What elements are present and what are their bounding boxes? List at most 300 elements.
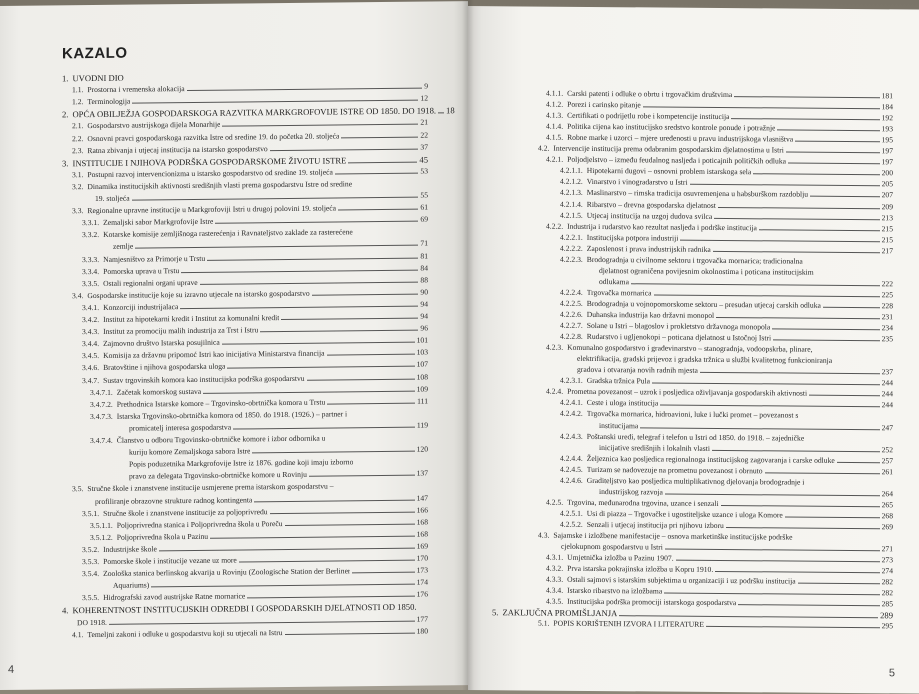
toc-leader-dots (254, 499, 414, 502)
toc-entry-title: Pomorske škole i institucije vezane uz more (103, 555, 237, 566)
toc-entry-number: 4.3.1. (546, 552, 564, 562)
toc-leader-dots (159, 548, 415, 552)
toc-entry-number: 4.2.3.1. (560, 376, 583, 386)
toc-entry-number: 3.4. (72, 290, 84, 301)
toc-entry-title: kuriju komore Zemaljskoga sabora Istre (129, 446, 251, 457)
toc-entry (0, 456, 468, 470)
toc-leader-dots (187, 88, 423, 91)
toc-entry-number: 3.4.6. (82, 363, 100, 373)
toc-entry-title: 19. stoljeća (95, 193, 130, 204)
toc-entry-number: 3.4.2. (82, 314, 100, 325)
toc-entry-title: Turizam se nadovezuje na prometnu povezanost i obrnuto (586, 464, 763, 476)
toc-leader-dots (281, 318, 418, 320)
toc-leader-dots (654, 294, 880, 297)
toc-entry-page: 96 (420, 323, 428, 333)
toc-entry-page: 107 (416, 359, 428, 370)
toc-left-list (0, 63, 468, 639)
toc-entry-page: 282 (881, 588, 893, 598)
toc-entry-title: Poljoprivredna škola u Pazinu (116, 531, 209, 542)
toc-leader-dots (788, 163, 880, 165)
toc-entry-title: Poljoprivredna stanica i Poljoprivredna škola u Poreču (116, 518, 283, 530)
toc-leader-dots (327, 354, 415, 356)
toc-leader-dots (713, 251, 880, 253)
toc-entry-title: odlukama (599, 276, 629, 287)
toc-entry-number: 3.4.5. (82, 351, 100, 361)
toc-entry-number: 4.1.4. (546, 121, 564, 131)
toc-entry-page: 269 (881, 522, 893, 532)
toc-leader-dots (203, 390, 414, 393)
toc-entry-title: Usi di piazza – Trgovačke i ugostiteljske uzance i uloga Komore (586, 508, 783, 520)
toc-entry-title: zemlje (113, 241, 134, 252)
toc-entry-title: Zaposlenost i prava industrijskih radnika (586, 243, 711, 254)
toc-entry-number: 3.3.2. (82, 230, 100, 240)
toc-entry-page: 209 (881, 201, 893, 211)
toc-entry-page: 90 (420, 287, 428, 297)
toc-entry (0, 480, 468, 494)
toc-entry-title: Bratovštine i njihova gospodarska uloga (103, 362, 226, 373)
toc-entry-page: 274 (881, 566, 893, 576)
toc-entry (0, 529, 468, 543)
toc-entry-number: 4.2. (538, 143, 550, 153)
toc-entry-number: 4.2.1.4. (560, 199, 583, 209)
toc-entry-number: 4.2.5. (546, 497, 564, 507)
toc-leader-dots (631, 283, 880, 286)
toc-entry-page: 217 (881, 245, 893, 256)
toc-entry-page: 244 (881, 400, 893, 410)
toc-entry-title: Sustav trgovinskih komora kao institucijska podrška gospodarstvu (103, 373, 305, 385)
toc-entry (0, 359, 468, 373)
toc-leader-dots (335, 172, 419, 174)
toc-entry (0, 299, 468, 313)
toc-entry-number: 4.3.3. (546, 574, 564, 584)
toc-entry (0, 444, 468, 458)
toc-entry-number: 3.4.1. (82, 302, 100, 313)
toc-leader-dots (738, 604, 879, 606)
toc-entry-number: 4.3.5. (546, 596, 564, 607)
toc-leader-dots (718, 206, 880, 208)
toc-entry-page: 177 (416, 614, 428, 624)
toc-entry-number: 4.1.2. (546, 99, 564, 109)
toc-entry-title: Hipotekarni dugovi – osnovni problem istarskoga sela (586, 166, 752, 177)
toc-entry-title: Brodogradnja u vojnopomorskome sektoru – presudan utjecaj carskih odluka (586, 298, 821, 310)
toc-entry-title: Namjesništvo za Primorje u Trstu (103, 253, 206, 264)
toc-entry-title: Zajmovno društvo Istarska posujilnica (103, 337, 220, 349)
toc-leader-dots (795, 141, 879, 143)
toc-entry-number: 2.1. (72, 121, 84, 131)
right-page-number: 5 (888, 667, 895, 680)
toc-entry-number: 4.2.4.6. (560, 475, 583, 485)
toc-entry-number: 3.5. (72, 484, 84, 494)
toc-entry-number: 4.3.4. (546, 585, 564, 595)
toc-entry-title: ZAKLJUČNA PROMIŠLJANJA (502, 607, 618, 619)
toc-entry-title: Institucijska podrška promociji istarskoga gospodarstva (567, 597, 737, 608)
toc-entry-title: Solane u Istri – blagoslov i prokletstvo državnoga monopola (586, 320, 771, 332)
toc-entry-title: Pomorska uprava u Trstu (103, 265, 180, 276)
toc-leader-dots (270, 511, 415, 514)
toc-entry-page: 235 (881, 334, 893, 344)
toc-entry (0, 335, 468, 349)
toc-entry-title: Vinarstvo i vinogradarstvo u Istri (586, 177, 688, 188)
toc-entry-page: 55 (420, 190, 428, 200)
toc-entry-page: 228 (881, 301, 893, 311)
toc-entry-page: 273 (881, 555, 893, 565)
toc-entry-number: 4.2.1.3. (560, 188, 583, 198)
toc-entry-title: Poštanski uredi, telegraf i telefon u Istri od 1850. do 1918. – zajedničke (586, 431, 805, 443)
toc-entry-number: 4.2.4.1. (560, 398, 583, 408)
toc-leader-dots (798, 583, 880, 585)
toc-leader-dots (665, 493, 880, 496)
toc-entry-page: 195 (881, 135, 893, 145)
toc-entry-page: 237 (881, 367, 893, 377)
toc-entry-number: 3.1. (72, 169, 84, 180)
toc-entry-number: 1. (62, 73, 69, 84)
toc-entry-title: profiliranje obrazovne strukture radnog kontingenta (95, 494, 253, 506)
toc-entry-title: Osnovni pravci gospodarskoga razvitka Istre od sredine 19. do početka 20. stoljeća (87, 130, 340, 143)
toc-entry-title: Prethodnica Istarske komore – Trgovinsko-obrtnička komora u Trstu (116, 397, 326, 409)
toc-entry-number: 4.2.5.1. (560, 508, 583, 518)
left-page-number: 4 (8, 663, 15, 676)
toc-entry-title: Institut za hipotekarni kredit i Institut za komunalni kredit (103, 313, 280, 324)
toc-entry-title: Sajamske i izložbene manifestacije – osnova marketinške institucijske podrške (553, 530, 793, 542)
toc-entry-number: 4.1.1. (546, 88, 564, 98)
toc-leader-dots (312, 293, 419, 295)
toc-leader-dots (215, 221, 418, 224)
toc-entry-number: 3.3.3. (82, 254, 100, 264)
toc-entry (0, 347, 468, 361)
toc-entry-title: Politika cijena kao institucijsko sredstvo kontrole ponude i potražnje (567, 121, 776, 133)
toc-leader-dots (285, 523, 415, 525)
toc-entry-page: 205 (881, 179, 893, 189)
toc-entry-number: 3.2. (72, 182, 84, 192)
toc-leader-dots (307, 378, 415, 380)
toc-entry-title: Gospodarstvo austrijskoga dijela Monarhije (87, 120, 221, 131)
toc-leader-dots (726, 527, 880, 529)
toc-entry-title: Istarska Trgovinsko-obrtnička komora od 1850. do 1918. (1926.) – partner i (116, 409, 348, 421)
toc-entry-number: 3.5.4. (82, 569, 100, 579)
toc-entry-number: 3.5.5. (82, 593, 100, 603)
toc-entry-page: 289 (880, 610, 893, 621)
toc-entry-page: 207 (881, 190, 893, 200)
toc-entry-title: Kotarske komisije zemljišnoga rasterećenja i Ravnateljstvo zaklade za rasterećene (103, 227, 353, 240)
right-page (468, 6, 919, 694)
toc-leader-dots (810, 196, 880, 198)
toc-leader-dots (665, 549, 880, 552)
toc-entry-number: 4. (62, 605, 69, 616)
toc-entry-page: 257 (881, 455, 893, 465)
toc-entry (0, 468, 468, 482)
toc-entry-title: Industrija i rudarstvo kao rezultat nasljeđa i podrške institucija (567, 221, 757, 232)
toc-entry (0, 142, 468, 156)
toc-entry-number: 3.4.7.1. (90, 387, 113, 397)
toc-entry-title: Institut za promociju malih industrija za Trst i Istru (103, 325, 259, 337)
toc-entry-title: Zemaljski sabor Markgrofovije Istre (103, 216, 214, 228)
toc-entry-title: UVODNI DIO (72, 72, 124, 84)
toc-entry-page: 268 (881, 511, 893, 521)
toc-entry-title: Temeljni zakoni i odluke u gospodarstvu koji su utjecali na Istru (87, 627, 283, 639)
toc-entry-title: INSTITUCIJE I NJIHOVA PODRŠKA GOSPODARSKOME ŽIVOTU ISTRE (72, 155, 347, 168)
toc-entry (0, 81, 468, 95)
toc-leader-dots (809, 395, 880, 397)
toc-leader-dots (786, 152, 880, 154)
toc-entry-page: 222 (881, 279, 893, 289)
toc-entry-title: Robne marke i uzorci – mjere uređenosti u pravu industrijskoga vlasništva (567, 132, 794, 144)
toc-leader-dots (680, 239, 879, 242)
toc-leader-dots (759, 229, 880, 231)
toc-entry-title: Istarsko ribarstvo na izložbama (567, 586, 663, 596)
toc-entry-title: Prva istarska pokrajinska izložba u Kopru 1910. (567, 563, 714, 575)
toc-entry-page: 244 (881, 389, 893, 399)
toc-entry-page: 261 (881, 466, 893, 477)
toc-entry (0, 323, 468, 337)
toc-leader-dots (210, 535, 415, 538)
toc-entry-number: 3.3.5. (82, 278, 100, 288)
toc-leader-dots (338, 209, 418, 211)
toc-entry-title: promicatelj interesa gospodarstva (129, 422, 232, 433)
toc-entry-title: Komisija za državnu pripomoć Istri kao inicijativa Ministarstva financija (103, 348, 325, 361)
toc-entry-number: 4.1.5. (546, 132, 564, 142)
toc-entry (0, 166, 468, 180)
toc-leader-dots (777, 130, 879, 132)
toc-entry-title: Konzorciji industrijalaca (103, 302, 179, 312)
toc-entry-page: 22 (420, 130, 428, 140)
toc-entry-title: Popis poduzetnika Markgrofovije Istre iz 1876. godine koji imaju izborno (129, 457, 354, 469)
toc-leader-dots (132, 197, 419, 201)
toc-entry-number: 4.3.2. (546, 563, 564, 573)
toc-entry-page: 166 (416, 505, 428, 515)
toc-entry-title: Poljodjelstvo – između feudalnog nasljeđa i poticajnih političkih odluka (567, 155, 787, 166)
toc-entry-number: 4.2.1.2. (560, 177, 583, 187)
toc-leader-dots (348, 161, 417, 163)
toc-entry-page: 215 (881, 223, 893, 233)
toc-entry-page: 18 (446, 105, 455, 116)
toc-entry-title: Komunalno gospodarstvo i građevinarstvo – stanogradnja, vodoopskrba, plinare, (567, 342, 813, 354)
toc-entry-title: Začetak komorskog sustava (116, 386, 202, 397)
toc-entry (0, 275, 468, 289)
toc-entry-title: Certifikati o podrijetlu robe i kompetencije institucija (567, 110, 730, 122)
toc-leader-dots (151, 584, 414, 588)
toc-entry-page: 109 (416, 384, 428, 394)
toc-leader-dots (706, 626, 880, 628)
toc-entry (0, 214, 468, 228)
toc-leader-dots (731, 118, 879, 120)
toc-entry-page: 84 (420, 263, 428, 273)
toc-entry-page: 173 (416, 565, 428, 575)
toc-entry-page: 88 (420, 275, 428, 285)
toc-entry-title: DO 1918. (77, 617, 107, 627)
toc-leader-dots (652, 383, 880, 386)
toc-entry-page: 193 (881, 124, 893, 134)
toc-entry-number: 3.4.7. (82, 375, 100, 385)
toc-entry (0, 589, 468, 603)
toc-entry-page: 120 (416, 444, 428, 454)
toc-entry-number: 4.2.2.5. (560, 298, 583, 308)
toc-entry-page: 119 (416, 420, 428, 430)
toc-entry-number: 3.3.4. (82, 266, 100, 276)
toc-entry (0, 178, 468, 192)
toc-leader-dots (772, 328, 879, 330)
toc-entry-number: 3.4.3. (82, 327, 100, 337)
toc-entry-title: Prostorna i vremenska alokacija (87, 84, 185, 95)
toc-entry-number: 3.3.1. (82, 218, 100, 228)
toc-entry-page: 53 (420, 166, 428, 176)
toc-entry-title: Rudarstvo i ugljenokopi – poticana djelatnost u Istočnoj Istri (586, 332, 772, 343)
toc-entry (0, 420, 468, 434)
toc-entry (0, 190, 468, 204)
toc-entry-number: 4.2.2.8. (560, 331, 583, 341)
toc-leader-dots (341, 136, 418, 138)
toc-leader-dots (715, 571, 879, 573)
toc-entry-number: 3.3. (72, 206, 84, 216)
toc-entry-title: Gradska tržnica Pula (586, 376, 651, 386)
left-page (0, 1, 468, 690)
toc-entry-number: 4.2.1.1. (560, 166, 583, 176)
toc-entry-number: 4.2.4.2. (560, 409, 583, 419)
toc-entry-number: 4.3. (538, 530, 550, 540)
toc-leader-dots (181, 269, 418, 272)
toc-entry-title: Zoološka stanica berlinskog akvarija u Rovinju (Zoologische Station der Berliner (103, 566, 351, 579)
toc-entry-title: gradova i otvaranja novih radnih mjesta (577, 365, 698, 376)
toc-leader-dots (239, 560, 415, 563)
toc-entry (0, 517, 468, 531)
toc-entry-page: 69 (420, 214, 428, 224)
toc-leader-dots (664, 593, 879, 596)
toc-entry-number: 3.5.2. (82, 544, 100, 555)
toc-entry-title: Aquariums) (113, 580, 150, 591)
toc-entry-title: Željeznica kao posljedica regionalnoga institucijskog zagovaranja i carske odluke (586, 453, 835, 465)
toc-entry-page: 94 (420, 299, 428, 309)
toc-entry-number: 5.1. (538, 618, 550, 629)
toc-entry-number: 4.2.5.2. (560, 519, 583, 529)
toc-entry-page: 192 (881, 113, 893, 123)
toc-leader-dots (837, 462, 880, 463)
toc-entry-number: 4.2.2.2. (560, 243, 583, 253)
toc-leader-dots (327, 402, 415, 404)
toc-leader-dots (660, 405, 879, 408)
toc-leader-dots (676, 560, 880, 563)
toc-entry-page: 225 (881, 290, 893, 300)
toc-leader-dots (180, 306, 418, 309)
toc-entry-number: 4.2.1.5. (560, 210, 583, 220)
toc-entry-page: 184 (881, 102, 893, 112)
toc-entry (0, 553, 468, 567)
toc-entry-number: 4.2.2.4. (560, 287, 583, 297)
toc-entry-title: Maslinarstvo – rimska tradicija osuvremenjena u habsburškom razdoblju (586, 188, 809, 200)
toc-entry-title: cjelokupnom gospodarstvu u Istri (561, 541, 663, 552)
toc-right-list (468, 84, 919, 631)
toc-entry-page: 37 (420, 142, 428, 152)
toc-entry-page: 168 (416, 529, 428, 539)
toc-entry-title: Carski patenti i odluke o obrtu i trgovačkim društvima (567, 88, 733, 100)
toc-entry-title: elektrifikacija, gradski prijevoz i gradska tržnica u službi kvalitetnog funkcioniranja (577, 354, 833, 366)
toc-leader-dots (734, 96, 879, 98)
toc-entry (0, 614, 468, 628)
toc-entry-number: 4.1.3. (546, 110, 564, 120)
toc-leader-dots (227, 366, 414, 369)
toc-entry-title: Hidrografski zavod austrijske Ratne mornarice (103, 591, 246, 603)
toc-entry-page: 200 (881, 168, 893, 178)
toc-entry-number: 3.5.3. (82, 556, 100, 567)
toc-entry (0, 117, 468, 131)
toc-entry-title: Intervencije institucija prema odabranim gospodarskim djelatnostima u Istri (553, 143, 784, 155)
toc-entry-page: 174 (416, 577, 428, 587)
toc-entry-title: Stručne škole i znanstvene institucije za poljoprivredu (103, 506, 268, 518)
toc-entry-title: djelatnost ograničena povijesnim okolnostima i poticana institucijskim (599, 265, 814, 277)
toc-leader-dots (690, 184, 880, 186)
toc-entry-page: 231 (881, 312, 893, 322)
toc-entry-title: Terminologija (87, 96, 131, 107)
toc-entry (0, 226, 468, 240)
toc-entry-page: 170 (416, 553, 428, 563)
toc-entry (0, 287, 468, 301)
toc-entry-title: Duhanska industrija kao državni monopol (586, 309, 715, 320)
toc-leader-dots (132, 100, 418, 104)
toc-entry-page: 295 (881, 621, 893, 631)
toc-entry-title: Regionalne upravne institucije u Markgrofoviji Istri u drugoj polovini 19. stoljeća (87, 203, 337, 216)
toc-leader-dots (135, 245, 418, 249)
toc-entry-number: 2.2. (72, 133, 84, 143)
toc-entry-title: Ratna zbivanja i utjecaj institucija na istarsko gospodarstvo (87, 143, 268, 155)
toc-entry-title: Trgovačka mornarica, hidroavioni, luke i lučki promet – povezanost s (586, 409, 799, 421)
toc-leader-dots (252, 451, 414, 454)
toc-entry-page: 108 (416, 372, 428, 382)
toc-entry-page: 181 (881, 91, 893, 101)
toc-entry-number: 3.4.7.4. (90, 435, 113, 446)
toc-entry-number: 1.1. (72, 85, 84, 95)
toc-entry (0, 311, 468, 325)
toc-entry-page: 94 (420, 311, 428, 321)
toc-entry-page: 271 (881, 544, 893, 554)
toc-entry-page: 176 (416, 589, 428, 599)
toc-entry (0, 93, 468, 107)
toc-entry-number: 4.2.4. (546, 386, 564, 397)
toc-leader-dots (765, 472, 880, 474)
toc-leader-dots (700, 372, 880, 374)
toc-entry-number: 4.2.2. (546, 221, 564, 231)
toc-entry-title: POPIS KORIŠTENIH IZVORA I LITERATURE (553, 619, 704, 630)
toc-entry-title: Dinamika institucijskih aktivnosti središnjih vlasti prema gospodarstvu Istre od sredine (87, 179, 353, 191)
toc-entry-number: 3.4.7.2. (90, 399, 113, 409)
toc-entry (0, 541, 468, 555)
toc-entry-page: 12 (420, 93, 428, 103)
toc-entry-title: Industrijske škole (103, 544, 157, 554)
toc-entry-title: Trgovina, međunarodna trgovina, uzance i senzali (567, 497, 719, 508)
toc-entry (0, 432, 468, 446)
toc-entry-title: Članstvo u odboru Trgovinsko-obrtničke komore i izbor odbornika u (116, 433, 326, 445)
toc-entry-number: 3.5.1. (82, 508, 100, 518)
toc-entry-page: 137 (416, 468, 428, 478)
toc-entry (0, 130, 468, 144)
toc-entry (0, 238, 468, 252)
toc-entry-page: 9 (424, 81, 428, 91)
page-title: KAZALO (62, 44, 128, 63)
toc-entry-number: 4.2.2.3. (560, 254, 583, 264)
toc-entry (0, 626, 468, 640)
toc-entry-title: Institucijska potpora industriji (586, 232, 679, 243)
toc-leader-dots (247, 596, 414, 599)
toc-leader-dots (200, 281, 419, 284)
toc-entry-page: 45 (419, 154, 428, 165)
toc-leader-dots (785, 516, 880, 518)
toc-leader-dots (207, 257, 418, 260)
toc-entry (0, 577, 468, 591)
toc-leader-dots (716, 317, 879, 319)
toc-entry-number: 4.1. (72, 629, 84, 639)
toc-leader-dots (753, 174, 879, 176)
toc-leader-dots (260, 330, 418, 333)
toc-entry-number: 4.2.4.5. (560, 464, 583, 474)
toc-entry-number: 4.2.2.7. (560, 320, 583, 330)
toc-entry-number: 4.2.3. (546, 342, 564, 352)
